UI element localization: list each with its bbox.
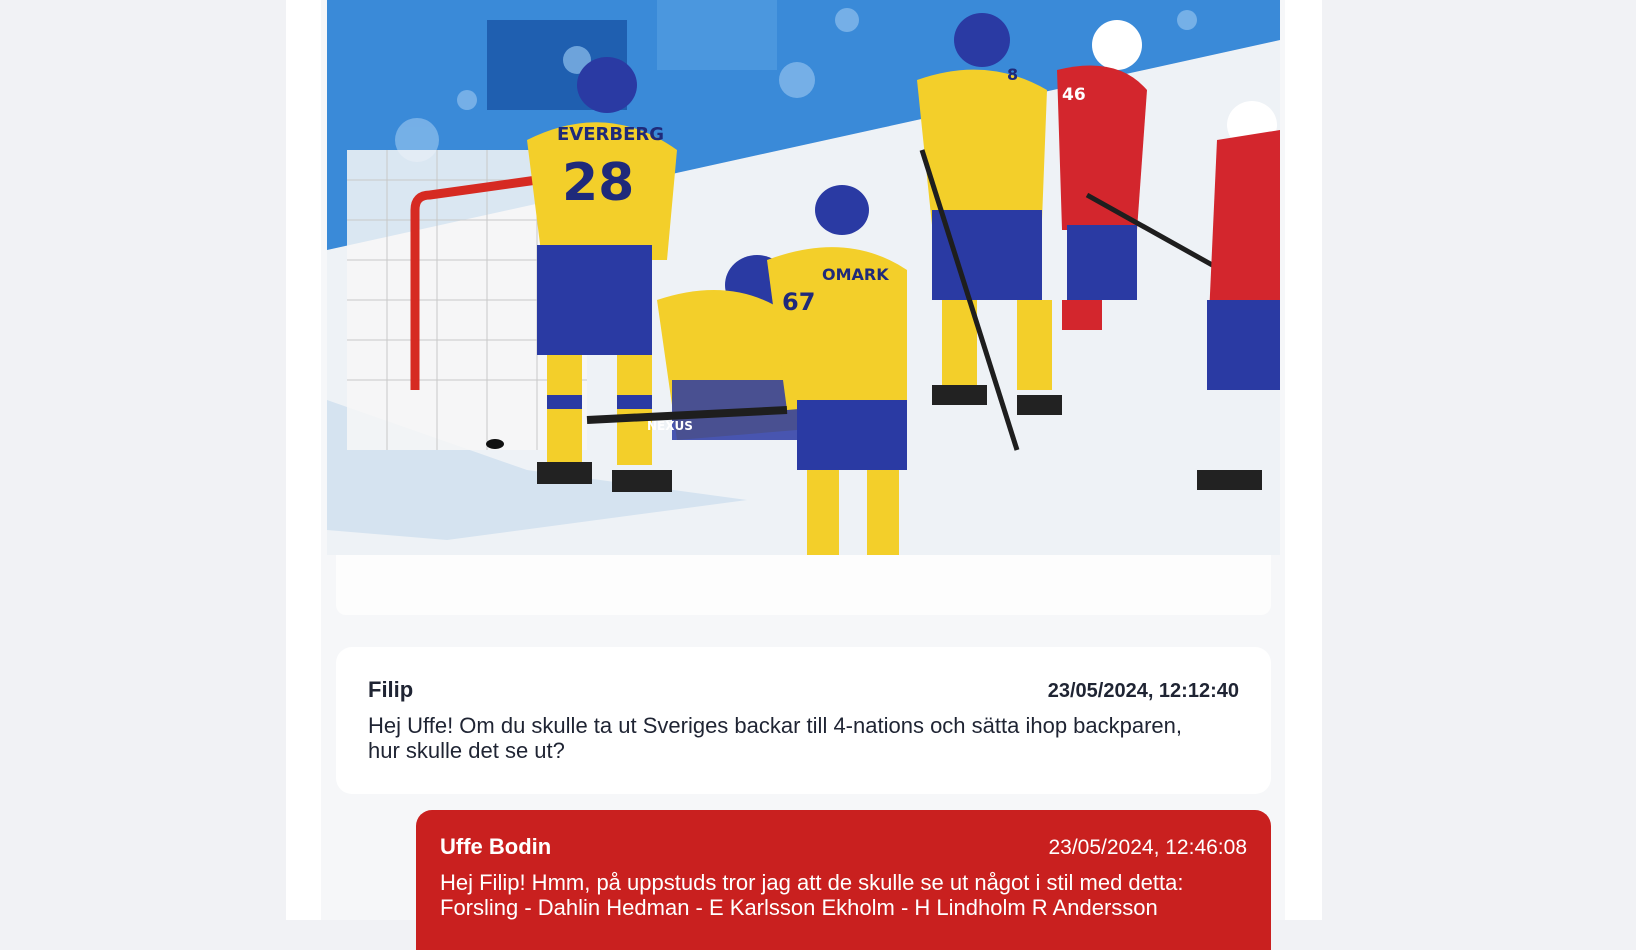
question-text bbox=[368, 713, 1239, 763]
answer-timestamp: 23/05/2024, 12:46:08 bbox=[1048, 836, 1247, 859]
question-timestamp: 23/05/2024, 12:12:40 bbox=[1047, 680, 1239, 702]
image-caption-area bbox=[336, 555, 1271, 615]
answer-author: Uffe Bodin bbox=[440, 834, 552, 859]
question-author: Filip bbox=[368, 677, 414, 702]
hockey-photo bbox=[327, 0, 1280, 555]
opponent-number: 46 bbox=[1062, 85, 1086, 105]
player-number-right: 8 bbox=[1007, 65, 1019, 84]
hero-image bbox=[327, 0, 1280, 555]
stick-brand: NEXUS bbox=[647, 419, 693, 433]
answer-message bbox=[416, 810, 1271, 950]
player-name-back: EVERBERG bbox=[557, 124, 665, 145]
answer-line: Hej Filip! Hmm, på uppstuds tror jag att de skulle se ut något i stil med detta: bbox=[440, 870, 1184, 895]
answer-text bbox=[440, 870, 1247, 920]
question-line: hur skulle det se ut? bbox=[368, 738, 565, 763]
question-message bbox=[336, 647, 1271, 794]
player-number-left: 28 bbox=[562, 153, 635, 213]
answer-line: Forsling - Dahlin Hedman - E Karlsson Ekholm - H Lindholm R Andersson bbox=[440, 895, 1158, 920]
player-number-center: 67 bbox=[782, 288, 816, 316]
question-line: Hej Uffe! Om du skulle ta ut Sveriges backar till 4-nations och sätta ihop backparen, bbox=[368, 713, 1183, 738]
player-name-center: OMARK bbox=[822, 265, 889, 284]
